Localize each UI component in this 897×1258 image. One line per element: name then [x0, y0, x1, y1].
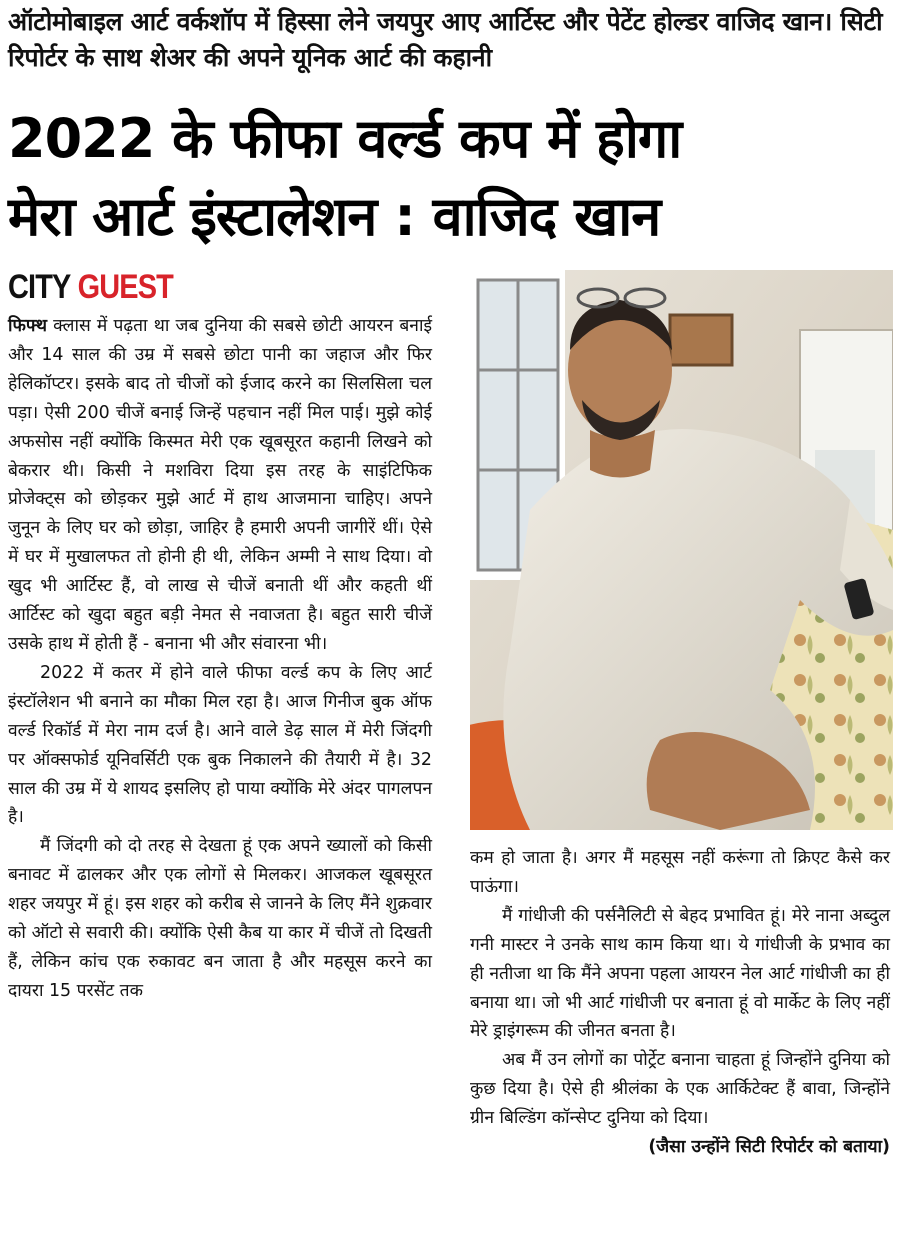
article-paragraph-4: मैं गांधीजी की पर्सनैलिटी से बेहद प्रभावित हूं। मेरे नाना अब्दुल गनी मास्टर ने उनके साथ काम किया था। ये गांधीजी के प्रभाव का ही नतीजा था कि मैंने अपना पहला आयरन नेल आर्ट गांधीजी का ही बनाया था। जो भी आर्ट गांधीजी पर बनाता हूं वो मार्केट के लिए नहीं मेरे ड्राइंगरूम की जीनत बनता है। — [470, 905, 890, 1042]
article-paragraph-3-continued: कम हो जाता है। अगर मैं महसूस नहीं करूंगा तो क्रिएट कैसे कर पाऊंगा। — [470, 848, 890, 897]
headline-line-1: 2022 के फीफा वर्ल्ड कप में होगा — [8, 107, 682, 170]
article-credit: (जैसा उन्होंने सिटी रिपोर्टर को बताया) — [648, 1137, 890, 1158]
section-label-city: CITY — [8, 268, 71, 306]
section-label — [8, 268, 173, 307]
section-label-guest: GUEST — [77, 268, 173, 306]
headline-line-2: मेरा आर्ट इंस्टालेशन : वाजिद खान — [8, 185, 661, 248]
article-column-right — [470, 844, 890, 1162]
guest-photo-image — [470, 270, 893, 830]
article-paragraph-3: मैं जिंदगी को दो तरह से देखता हूं एक अपने ख्यालों को किसी बनावट में ढालकर और एक लोगों से मिलकर। आजकल खूबसूरत शहर जयपुर में हूं। इस शहर को करीब से जानने के लिए मैंने शुक्रवार को ऑटो से सवारी की। क्योंकि ऐसी कैब या कार में चीजें तो दिखती हैं, लेकिन कांच एक रुकावट बन जाता है और महसूस करने का दायरा 15 परसेंट तक — [8, 836, 432, 1001]
article-paragraph-2: 2022 में कतर में होने वाले फीफा वर्ल्ड कप के लिए आर्ट इंस्टॉलेशन भी बनाने का मौका मिल रहा है। आज गिनीज बुक ऑफ वर्ल्ड रिकॉर्ड में मेरा नाम दर्ज है। आने वाले डेढ़ साल में मेरी जिंदगी पर ऑक्सफोर्ड यूनिवर्सिटी एक बुक निकालने की तैयारी में है। 32 साल की उम्र में ये शायद इसलिए हो पाया क्योंकि मेरे अंदर पागलपन है। — [8, 662, 432, 828]
lead-word: फिफ्थ — [8, 316, 47, 336]
paragraph-1-text: क्लास में पढ़ता था जब दुनिया की सबसे छोटी आयरन बनाई और 14 साल की उम्र में सबसे छोटा पानी का जहाज और फिर हेलिकॉप्टर। इसके बाद तो चीजों को ईजाद करने का सिलसिला चल पड़ा। ऐसी 200 चीजें बनाई जिन्हें पहचान नहीं मिल पाई। मुझे कोई अफसोस नहीं क्योंकि किस्मत मेरी एक खूबसूरत कहानी लिखने को बेकरार थी। किसी ने मशविरा दिया इस तरह के साइंटिफिक प्रोजेक्ट्स को छोड़कर मुझे आर्ट में हाथ आजमाना चाहिए। अपने जुनून के लिए घर को छोड़ा, जाहिर है हमारी अपनी जागीरें थीं। ऐसे में घर में मुखालफत तो होनी ही थी, लेकिन अम्मी ने साथ दिया। वो खुद भी आर्टिस्ट हैं, वो लाख से चीजें बनाती थीं और कहती थीं आर्टिस्ट को खुदा बहुत बड़ी नेमत से नवाजता है। बहुत सारी चीजें उसके हाथ में होती हैं - बनाना भी और संवारना भी। — [8, 316, 432, 654]
headline — [8, 100, 893, 256]
article-kicker: ऑटोमोबाइल आर्ट वर्कशॉप में हिस्सा लेने जयपुर आए आर्टिस्ट और पेटेंट होल्डर वाजिद खान। सिटी रिपोर्टर के साथ शेअर की अपने यूनिक आर्ट की कहानी — [8, 7, 883, 72]
article-paragraph-5: अब मैं उन लोगों का पोर्ट्रेट बनाना चाहता हूं जिन्होंने दुनिया को कुछ दिया है। ऐसे ही श्रीलंका के एक आर्किटेक्ट हैं बावा, जिन्होंने ग्रीन बिल्डिंग कॉन्सेप्ट दुनिया को दिया। — [470, 1050, 890, 1129]
article-paragraph-1 — [8, 312, 432, 659]
article-column-left — [8, 312, 432, 1006]
guest-photo — [470, 270, 893, 830]
